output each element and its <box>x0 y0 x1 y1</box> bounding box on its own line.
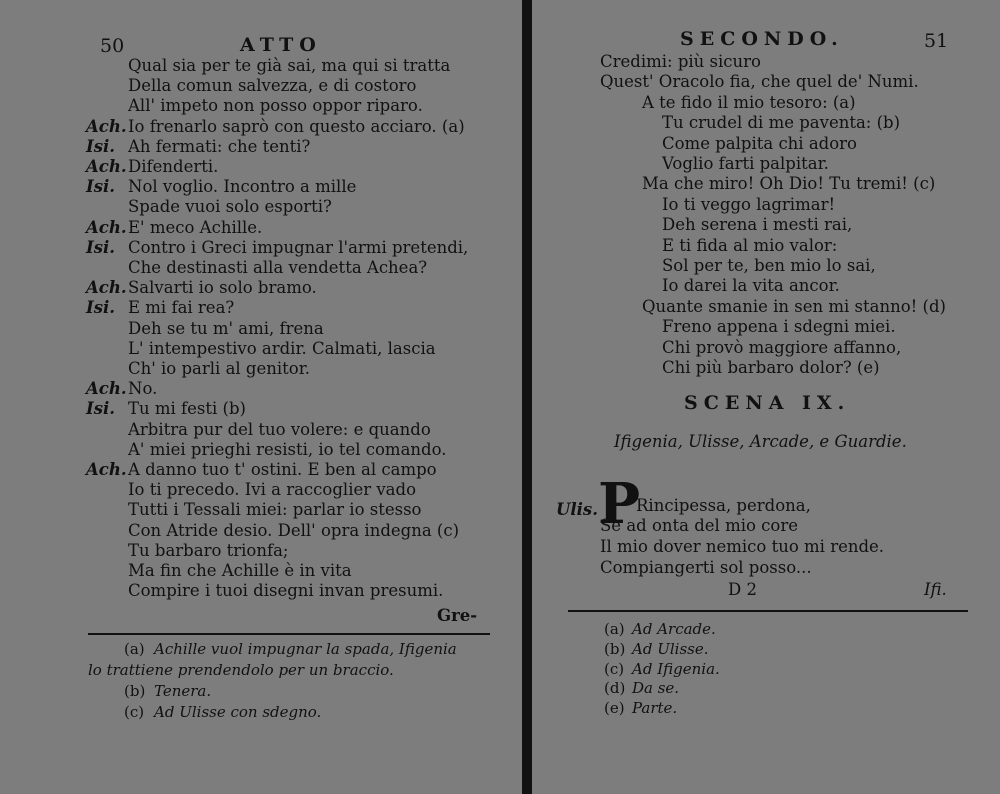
verse-line: Tutti i Tessali miei: parlar io stesso <box>128 500 422 520</box>
speaker-label: Ach. <box>86 116 127 136</box>
verse-line: Io ti precedo. Ivi a raccoglier vado <box>128 480 417 500</box>
aria-line: Chi provò maggiore affanno, <box>662 337 902 357</box>
footnote-text: Achille vuol impugnar la spada, Ifigenia <box>154 640 457 658</box>
aria-line: Come palpita chi adoro <box>662 133 857 153</box>
footnote-text: Tenera. <box>154 682 212 700</box>
footnote-text: Parte. <box>632 699 678 718</box>
verse-line: Tu barbaro trionfa; <box>128 540 289 560</box>
verse-line: A' miei prieghi resisti, io tel comando. <box>128 439 447 459</box>
scene-title: SCENA IX. <box>684 392 851 414</box>
speaker-label: Isi. <box>86 399 116 419</box>
right-page <box>532 0 1000 794</box>
aria-line: Ma che miro! Oh Dio! Tu tremi! (c) <box>642 174 936 194</box>
footnote-mark: (c) <box>604 659 625 678</box>
verse-line: Tu mi festi (b) <box>128 399 246 419</box>
speaker-label: Ulis. <box>556 500 598 519</box>
verse-line: Qual sia per te già sai, ma qui si tratta <box>128 56 451 75</box>
verse-line: Contro i Greci impugnar l'armi pretendi, <box>128 237 469 257</box>
verse-line: Con Atride desio. Dell' opra indegna (c) <box>128 520 460 540</box>
book-gutter <box>522 0 532 794</box>
verse-line: Ch' io parli al genitor. <box>128 359 311 378</box>
verse-line: Ah fermati: che tenti? <box>128 136 311 156</box>
verse-line: Della comun salvezza, e di costoro <box>128 76 417 96</box>
aria-line: Chi più barbaro dolor? (e) <box>662 358 880 377</box>
footnote-text: Ad Ulisse con sdegno. <box>154 703 322 721</box>
scene-line: Compiangerti sol posso... <box>600 557 812 577</box>
speaker-label: Ach. <box>86 460 127 479</box>
aria-line: Tu crudel di me paventa: (b) <box>662 113 901 133</box>
footnote-mark: (a) <box>604 620 625 638</box>
aria-line: Io darei la vita ancor. <box>662 276 840 296</box>
aria-line: Credimi: più sicuro <box>600 52 761 71</box>
verse-line: Arbitra pur del tuo volere: e quando <box>128 419 431 439</box>
signature-mark: D 2 <box>728 580 757 599</box>
speaker-label: Ach. <box>86 379 127 399</box>
aria-line: Freno appena i sdegni miei. <box>662 317 896 337</box>
verse-line: All' impeto non posso oppor riparo. <box>128 96 423 116</box>
aria-line: Io ti veggo lagrimar! <box>662 194 836 214</box>
aria-line: Quest' Oracolo fia, che quel de' Numi. <box>600 72 919 92</box>
footnote-mark: (b) <box>124 682 146 700</box>
first-line: Rincipessa, perdona, <box>636 496 811 515</box>
footnote-rule <box>568 610 968 612</box>
aria-line: Deh serena i mesti rai, <box>662 215 853 235</box>
verse-line: Salvarti io solo bramo. <box>128 278 317 298</box>
verse-line: Io frenarlo saprò con questo acciaro. (a) <box>128 116 465 136</box>
verse-line: E mi fai rea? <box>128 298 235 318</box>
footnote-mark: (e) <box>604 699 625 718</box>
speaker-label: Ach. <box>86 278 127 298</box>
footnote-mark: (d) <box>604 679 626 698</box>
verse-line: L' intempestivo ardir. Calmati, lascia <box>128 338 436 358</box>
aria-line: Sol per te, ben mio lo sai, <box>662 256 876 275</box>
footnote-text: Ad Arcade. <box>632 620 716 638</box>
verse-line: Ma fin che Achille è in vita <box>128 561 352 580</box>
verse-line: No. <box>128 379 158 399</box>
speaker-label: Isi. <box>86 136 116 156</box>
footnote-rule <box>88 633 490 635</box>
speaker-label: Ach. <box>86 217 127 237</box>
page-number: 51 <box>924 30 949 52</box>
catchword: Ifi. <box>924 580 947 599</box>
verse-line: Spade vuoi solo esporti? <box>128 197 332 217</box>
aria-line: Voglio farti palpitar. <box>662 154 829 173</box>
aria-line: E ti fida al mio valor: <box>662 235 838 255</box>
footnote-text: Da se. <box>632 679 680 698</box>
verse-line: Nol voglio. Incontro a mille <box>128 177 357 197</box>
running-head: SECONDO. <box>680 28 844 50</box>
page-number: 50 <box>100 35 125 57</box>
scene-characters: Ifigenia, Ulisse, Arcade, e Guardie. <box>614 432 907 451</box>
catchword: Gre- <box>437 606 478 625</box>
footnote-mark: (b) <box>604 639 626 658</box>
aria-line: A te fido il mio tesoro: (a) <box>642 92 856 112</box>
footnote-text: Ad Ifigenia. <box>632 659 720 678</box>
footnote-mark: (c) <box>124 703 145 721</box>
scene-line: Il mio dover nemico tuo mi rende. <box>600 536 885 556</box>
speaker-label: Isi. <box>86 177 116 197</box>
footnote-mark: (a) <box>124 640 145 658</box>
verse-line: E' meco Achille. <box>128 217 263 237</box>
drop-cap: P <box>598 471 641 537</box>
scene-line: Se ad onta del mio core <box>600 516 799 535</box>
footnote-text: Ad Ulisse. <box>632 639 709 658</box>
speaker-label: Ach. <box>86 157 127 176</box>
verse-line: Compire i tuoi disegni invan presumi. <box>128 581 444 601</box>
aria-line: Quante smanie in sen mi stanno! (d) <box>642 296 946 316</box>
verse-line: Difenderti. <box>128 157 219 176</box>
footnote-text: lo trattiene prendendolo per un braccio. <box>88 661 394 679</box>
speaker-label: Isi. <box>86 237 116 257</box>
speaker-label: Isi. <box>86 298 116 318</box>
verse-line: A danno tuo t' ostini. E ben al campo <box>128 460 437 479</box>
verse-line: Deh se tu m' ami, frena <box>128 318 324 338</box>
verse-line: Che destinasti alla vendetta Achea? <box>128 258 428 277</box>
running-head: ATTO <box>240 34 322 56</box>
